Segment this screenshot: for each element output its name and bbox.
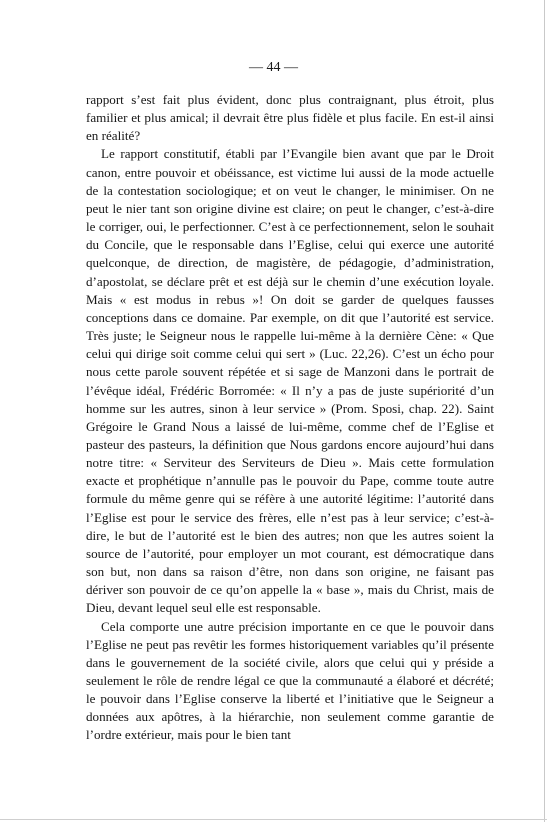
scan-edge-bottom <box>0 819 547 820</box>
paragraph-authority-service: Le rapport constitutif, établi par l’Evangile bien avant que par le Droit canon, entre pouvoir et obéissance, est victime lui aussi de la mode actuelle de la contestation sociologique; et on veut le changer, le minimiser. On ne peut le nier tant son origine divine est claire; on peut le changer, c’est-à-dire le corriger, oui, le perfectionner. C’est à ce perfectionnement, selon le souhait du Concile, que le responsable dans l’Eglise, celui qui exerce une autorité quelconque, de direction, de magistère, de pédagogie, d’administration, d’apostolat, se déclare prêt et est déjà sur le chemin d’une exécution loyale. Mais « est modus in rebus »! On doit se garder de quelques fausses conceptions dans ce domaine. Par exemple, on dit que l’autorité est service. Très juste; le Seigneur nous le rappelle lui-même à la dernière Cène: « Que celui qui dirige soit comme celui qui sert » (Luc. 22,26). C’est un écho pour nous cette parole souvent répétée et si sage de Manzoni dans le portrait de l’évêque idéal, Frédéric Borromée: « Il n’y a pas de juste supériorité d’un homme sur les autres, sinon à leur service » (Prom. Sposi, chap. 22). Saint Grégoire le Grand Nous a laissé de lui-même, comme chef de l’Eglise et pasteur des pasteurs, la définition que Nous gardons encore aujourd’hui dans notre titre: « Serviteur des Serviteurs de Dieu ». Mais cette formulation exacte et prophétique n’annulle pas le pouvoir du Pape, comme toute autre formule du même genre qui se réfère à une autorité légitime: l’autorité dans l’Eglise est pour le service des frères, elle n’est pas à leur service; c’est-à-dire, le but de l’autorité est le bien des autres; non que les autres soient la source de l’autorité, pour employer un mot courant, est démocratique dans son but, non dans sa raison d’être, non dans son origine, ne faisant pas dériver son pouvoir de ce qu’on appelle la « base », mais du Christ, mais de Dieu, devant lequel seul elle est responsable. <box>86 146 494 616</box>
page-number: — 44 — <box>249 60 298 75</box>
paragraph-continuation: rapport s’est fait plus évident, donc plus contraignant, plus étroit, plus familier et plus amical; il devrait être plus fidèle et plus facile. En est-il ainsi en réalité? <box>86 92 494 144</box>
body-text <box>86 91 494 745</box>
paragraph-church-power: Cela comporte une autre précision importante en ce que le pouvoir dans l’Eglise ne peut pas revêtir les formes historiquement variables qu’il présente dans le gouvernement de la société civile, alors que celui qui y préside a seulement le rôle de rendre légal ce que la communauté a élaboré et décrété; le pouvoir dans l’Eglise conserve la liberté et l’initiative que le Seigneur a données aux apôtres, à la hiérarchie, non seulement comme garantie de l’ordre extérieur, mais pour le bien tant <box>86 618 494 743</box>
scan-edge-right <box>544 0 545 822</box>
